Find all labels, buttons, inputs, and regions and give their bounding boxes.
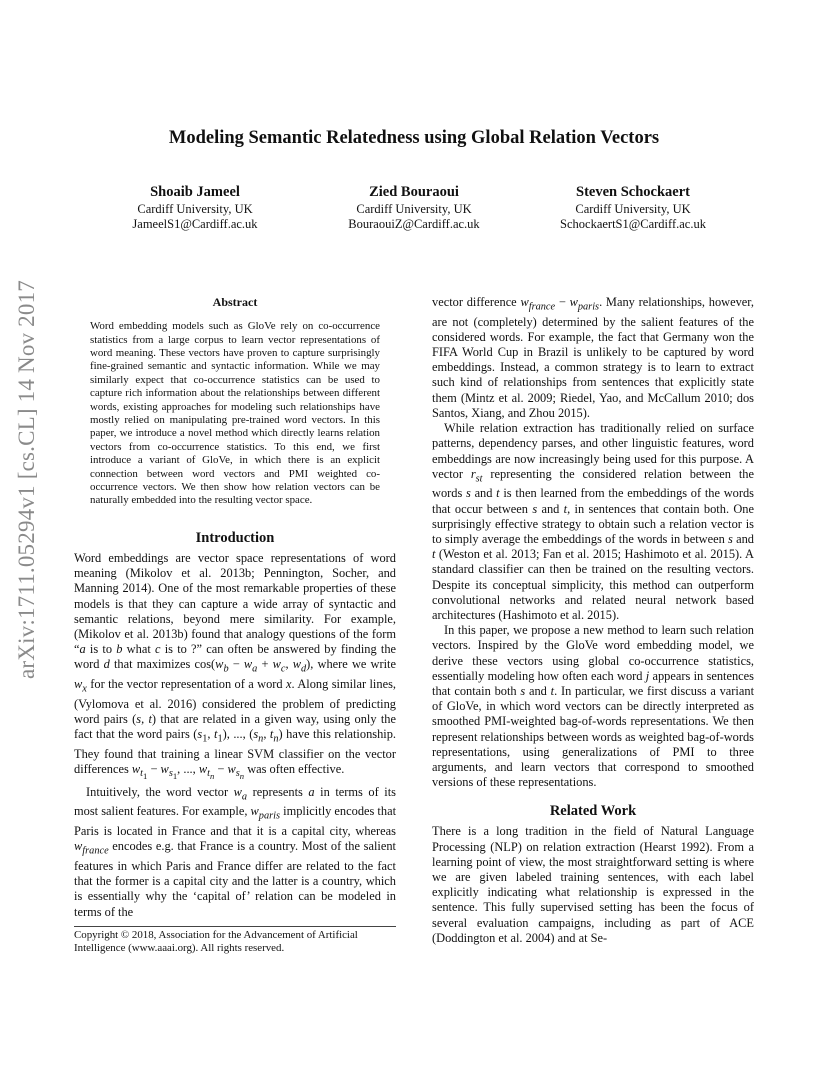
- right-paragraph-2: While relation extraction has traditionally relied on surface patterns, dependency parses, and other linguistic features, word embeddings are now increasingly being used for this purpose. A vector $r_{st}$ representing the considered relation between the words s and t is then learned from the embeddings of the words that occur between s and t, in sentences that contain both. One surprisingly effective strategy to obtain such a relation vector is to simply average the embeddings of the words in between s and t (Weston et al. 2013; Fan et al. 2015; Hashimoto et al. 2015). A standard classifier can then be trained on the resulting vectors. Despite its conceptual simplicity, this method can outperform convolutional networks and related neural network based architectures (Hashimoto et al. 2015).: [432, 421, 754, 622]
- author-email: SchockaertS1@Cardiff.ac.uk: [560, 217, 706, 231]
- author-block: [85, 183, 305, 232]
- arxiv-stamp: arXiv:1711.05294v1 [cs.CL] 14 Nov 2017: [14, 280, 39, 680]
- related-work-paragraph: There is a long tradition in the field of Natural Language Processing (NLP) on relation extraction (Hearst 1992). From a learning point of view, the most straightforward setting is where we are given labeled training sentences, with each label explicitly indicating what relationship is expressed in the sentence. This fully supervised setting has been the focus of several evaluation campaigns, including as part of ACE (Doddington et al. 2004) and at Se-: [432, 824, 754, 945]
- author-email: JameelS1@Cardiff.ac.uk: [132, 217, 258, 231]
- author-name: Shoaib Jameel: [150, 184, 240, 200]
- right-paragraph-1: vector difference $w_{france} - w_{paris}$. Many relationships, however, are not (completely) determined by the salient features of the considered words. For example, the fact that Germany won the FIFA World Cup in Brazil is unlikely to be captured by word embeddings. Instead, a common strategy is to learn to extract such kind of relationships from sentences that explicitly state them (Mintz et al. 2009; Riedel, Yao, and McCallum 2010; dos Santos, Xiang, and Zhou 2015).: [432, 295, 755, 420]
- related-work-heading: Related Work: [549, 803, 637, 820]
- left-column: [74, 295, 396, 920]
- author-name: Steven Schockaert: [576, 184, 690, 200]
- author-affiliation: Cardiff University, UK: [356, 202, 472, 216]
- copyright-footnote: Copyright © 2018, Association for the Advancement of Artificial Intelligence (www.aaai.org). All rights reserved.: [74, 926, 396, 956]
- author-affiliation: Cardiff University, UK: [575, 202, 691, 216]
- abstract-heading: Abstract: [212, 295, 258, 309]
- author-block: [304, 183, 524, 232]
- paper-title: Modeling Semantic Relatedness using Global Relation Vectors: [168, 128, 660, 148]
- author-affiliation: Cardiff University, UK: [137, 202, 253, 216]
- right-paragraph-3: In this paper, we propose a new method to learn such relation vectors. Inspired by the GloVe word embedding model, we derive these vectors using global co-occurrence statistics, essentially modeling how often each word j appears in sentences that contain both s and t. In particular, we first discuss a variant of GloVe, in which word vectors can be directly interpreted as smoothed PMI-weighted bag-of-words representations. We then represent relationships between words as weighted bag-of-words representations, using generalizations of PMI to three arguments, and learn vectors that correspond to smoothed versions of these representations.: [432, 623, 755, 790]
- author-block: [523, 183, 743, 232]
- abstract-text: Word embedding models such as GloVe rely on co-occurrence statistics from a large corpus to learn vector representations of word meaning. These vectors have proven to capture surprisingly fine-grained semantic and syntactic information. While we may similarly expect that co-occurrence statistics can be used to capture rich information about the relationships between different words, existing approaches for modeling such relationships have mostly relied on manipulating pre-trained word vectors. In this paper, we introduce a novel method which directly learns relation vectors from co-occurrence statistics. To this end, we first introduce a variant of GloVe, in which there is an explicit connection between word vectors and PMI weighted co-occurrence vectors. We then show how relation vectors can be naturally embedded into the resulting vector space.: [90, 320, 380, 507]
- author-name: Zied Bouraoui: [369, 184, 459, 200]
- author-email: BouraouiZ@Cardiff.ac.uk: [348, 217, 480, 231]
- introduction-heading: Introduction: [195, 529, 275, 546]
- intro-paragraph-1: Word embeddings are vector space representations of word meaning (Mikolov et al. 2013b; Pennington, Socher, and Manning 2014). One of the most remarkable properties of these models is that they can capture a wide array of syntactic and semantic relations, beyond mere similarity. For example, (Mikolov et al. 2013b) found that analogy questions of the form “a is to b what c is to ?” can often be answered by finding the word d that maximizes $\cos(w_b - w_a + w_c$, $w_d$), where we write $w_x$ for the vector representation of a word x. Along similar lines, (Vylomova et al. 2016) considered the problem of predicting word pairs (s, t) that are related in a given way, using only the fact that the word pairs ($s_1$, $t_1$), ..., ($s_n$, $t_n$) have this relationship. They found that training a linear SVM classifier on the vector differences $w_{t_1} - w_{s_1}$, ..., $w_{t_n} - w_{s_n}$ was often effective.: [74, 550, 397, 782]
- right-column: [432, 295, 754, 946]
- intro-paragraph-2: Intuitively, the word vector $w_a$ represents a in terms of its most salient features. For example, $w_{paris}$ implicitly encodes that Paris is located in France and that it is a capital city, whereas $w_{france}$ encodes e.g. that France is a country. Most of the salient features in which Paris and France differ are related to the fact that the former is a capital city and the latter is a country, which is essentially why the ‘capital of’ relation can be modeled in terms of the: [74, 784, 397, 919]
